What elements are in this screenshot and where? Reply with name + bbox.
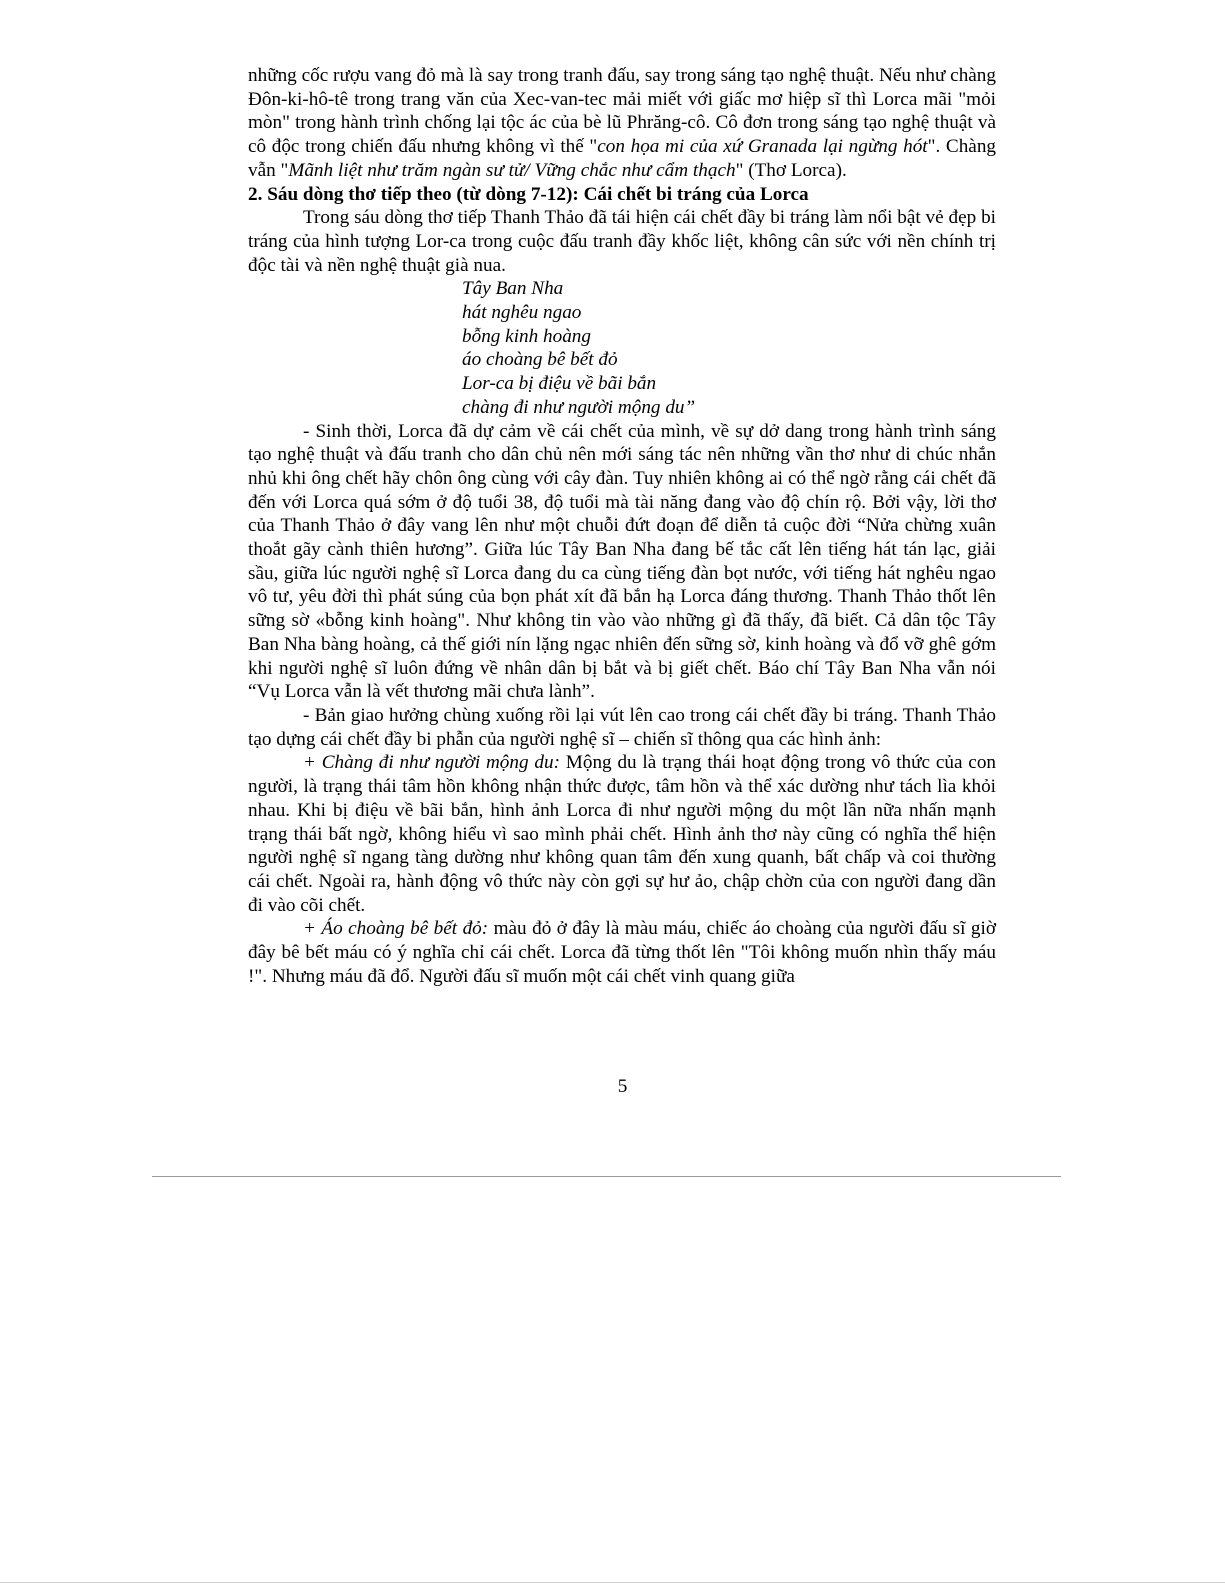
page-number: 5 xyxy=(617,1076,628,1097)
poem-line: Tây Ban Nha xyxy=(462,278,564,300)
page-bottom-edge xyxy=(0,1582,1225,1583)
poem-line: chàng đi như người mộng du” xyxy=(462,396,696,418)
paragraph-6-text: màu đỏ ở đây là màu máu, chiếc áo choàng của người đấu sĩ giờ đây bê bết máu có ý nghĩa chỉ cái chết. Lorca đã từng thốt lên "Tôi không muốn nhìn thấy máu !". Nhưng máu đã đổ. Người đấu sĩ muốn một cái chết vinh quang giữa xyxy=(248,918,996,987)
paragraph-6 xyxy=(248,917,996,988)
poem-line: bỗng kinh hoàng xyxy=(462,325,591,347)
quote-nightingale: con họa mi của xứ Granada lại ngừng hót xyxy=(597,136,928,158)
paragraph-6-lead: + Áo choàng bê bết đỏ: xyxy=(303,918,489,940)
paragraph-2: Trong sáu dòng thơ tiếp Thanh Thảo đã tái hiện cái chết đầy bi tráng làm nổi bật vẻ đẹp bi tráng của hình tượng Lor-ca trong cuộc đấu tranh đầy khốc liệt, không cân sức với nền chính trị độc tài và nền nghệ thuật già nua. xyxy=(248,207,996,276)
poem-line: Lor-ca bị điệu về bãi bắn xyxy=(462,373,657,395)
body-text xyxy=(248,64,996,988)
paragraph-1-text-a: những cốc rượu vang đỏ mà là say trong tranh đấu, say trong sáng tạo nghệ thuật. Nếu như chàng Đôn-ki-hô-tê trong trang văn của Xec-van-tec mải miết với giấc mơ hiệp sĩ thì Lorca mãi "mỏi mòn" trong hành trình chống lại tộc ác của bè lũ Phrăng-cô. Cô đơn trong sáng tạo nghệ thuật và cô độc trong chiến đấu nhưng không vì thế " xyxy=(248,65,996,158)
poem-excerpt xyxy=(248,277,996,419)
paragraph-4: - Bản giao hưởng chùng xuống rồi lại vút lên cao trong cái chết đầy bi tráng. Thanh Thảo tạo dựng cái chết đầy bi phẫn của người nghệ sĩ – chiến sĩ thông qua các hình ảnh: xyxy=(248,704,996,750)
poem-line: áo choàng bê bết đỏ xyxy=(462,349,618,371)
paragraph-3: - Sinh thời, Lorca đã dự cảm về cái chết của mình, về sự dở dang trong hành trình sáng tạo nghệ thuật và đấu tranh cho dân chủ nên mới sáng tác nên những vần thơ như di chúc nhắn nhủ khi ông chết hãy chôn ông cùng với cây đàn. Tuy nhiên không ai có thể ngờ rằng cái chết đã đến với Lorca quá sớm ở độ tuổi 38, độ tuổi mà tài năng đang vào độ chín rộ. Bởi vậy, lời thơ của Thanh Thảo ở đây vang lên như một chuỗi đứt đoạn để diễn tả cuộc đời “Nửa chừng xuân thoắt gãy cành thiên hương”. Giữa lúc Tây Ban Nha đang bế tắc cất lên tiếng hát tán lạc, giải sầu, giữa lúc người nghệ sĩ Lorca đang du ca cùng tiếng đàn bọt nước, với tiếng hát nghêu ngao vô tư, yêu đời thì phát súng của bọn phát xít đã bắn hạ Lorca đáng thương. Thanh Thảo thốt lên sững sờ «bỗng kinh hoàng". Như không tin vào vào những gì đã thấy, đã biết. Cả dân tộc Tây Ban Nha bàng hoàng, cả thế giới nín lặng ngạc nhiên đến sững sờ, kinh hoàng và đổ vỡ ghê gớm khi người nghệ sĩ luôn đứng về nhân dân bị bắt và bị giết chết. Báo chí Tây Ban Nha vẫn nói “Vụ Lorca vẫn là vết thương mãi chưa lành”. xyxy=(248,420,996,703)
paragraph-1 xyxy=(248,64,996,183)
quote-lions: Mãnh liệt như trăm ngàn sư tử/ Vững chắc như cẩm thạch xyxy=(288,159,736,181)
paragraph-5 xyxy=(248,751,996,917)
paragraph-5-text: Mộng du là trạng thái hoạt động trong vô thức của con người, là trạng thái tâm hồn không nhận thức được, tâm hồn và thể xác dường như tách lìa khỏi nhau. Khi bị điệu về bãi bắn, hình ảnh Lorca đi như người mộng du một lần nữa nhấn mạnh trạng thái bất ngờ, không hiểu vì sao mình phải chết. Hình ảnh thơ này cũng có nghĩa thể hiện người nghệ sĩ ngang tàng dường như không quan tâm đến xung quanh, bất chấp và coi thường cái chết. Ngoài ra, hành động vô thức này còn gợi sự hư ảo, chập chờn của con người đang dần đi vào cõi chết. xyxy=(248,752,997,916)
paragraph-1-text-c: " (Thơ Lorca). xyxy=(735,159,847,181)
paragraph-5-lead: + Chàng đi như người mộng du: xyxy=(303,752,560,774)
poem-line: hát nghêu ngao xyxy=(462,302,582,324)
section-heading: 2. Sáu dòng thơ tiếp theo (từ dòng 7-12): Cái chết bi tráng của Lorca xyxy=(248,183,809,205)
footer-divider xyxy=(152,1176,1061,1177)
paragraph-1-text-b: ". Chàng vẫn " xyxy=(248,136,997,181)
